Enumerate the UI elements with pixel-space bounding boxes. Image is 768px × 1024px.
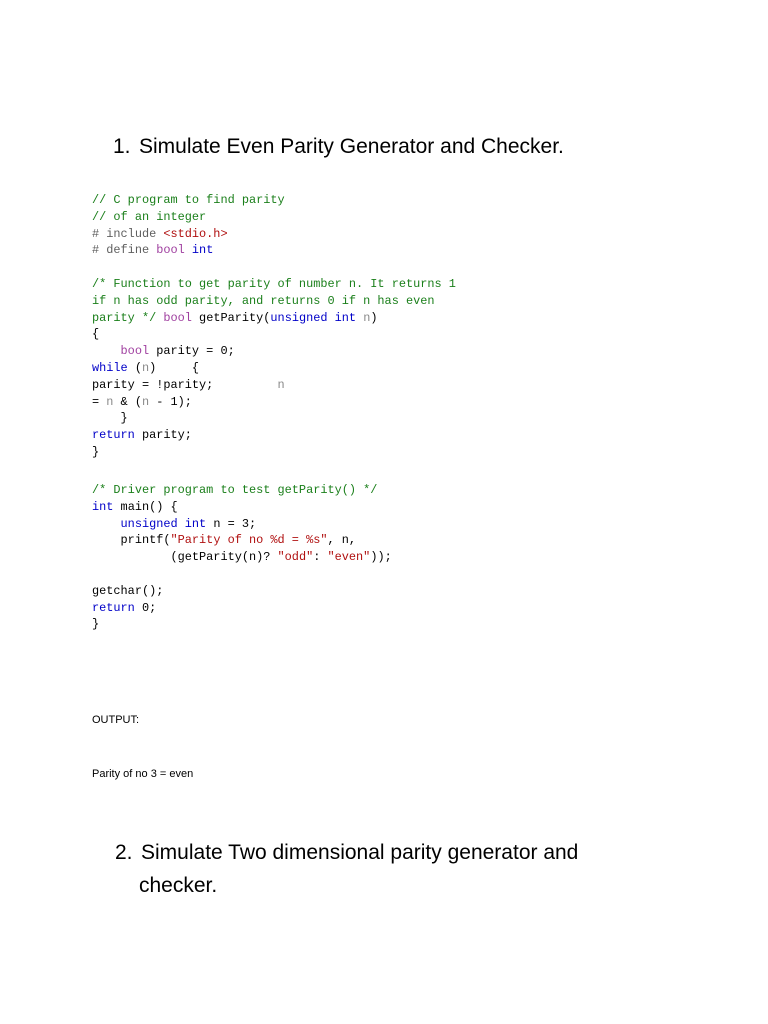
output-label: OUTPUT: xyxy=(92,714,140,726)
output-value: Parity of no 3 = even xyxy=(92,768,194,780)
section-2-title-line1: Simulate Two dimensional parity generator and xyxy=(141,841,579,864)
section-1-number: 1. xyxy=(113,135,131,158)
section-1-title: Simulate Even Parity Generator and Checker. xyxy=(139,135,564,158)
code-block-driver-program: /* Driver program to test getParity() */ int main() { unsigned int n = 3; printf("Parity of no %d = %s", n, (getParity(n)? "odd": "even")); getchar(); return 0; } xyxy=(92,483,392,632)
section-2-number: 2. xyxy=(115,841,133,864)
section-1-heading xyxy=(113,130,564,163)
section-2-title-line2: checker. xyxy=(139,874,218,897)
code-block-parity-function: // C program to find parity // of an integer # include <stdio.h> # define bool int /* Function to get parity of number n. It returns 1 if n has odd parity, and returns 0 if n has even parity */ bool getParity(unsigned int n) { bool parity = 0; while (n) { parity = !parity; n = n & (n - 1); } return parity; } xyxy=(92,193,456,459)
section-2-heading xyxy=(115,836,675,902)
